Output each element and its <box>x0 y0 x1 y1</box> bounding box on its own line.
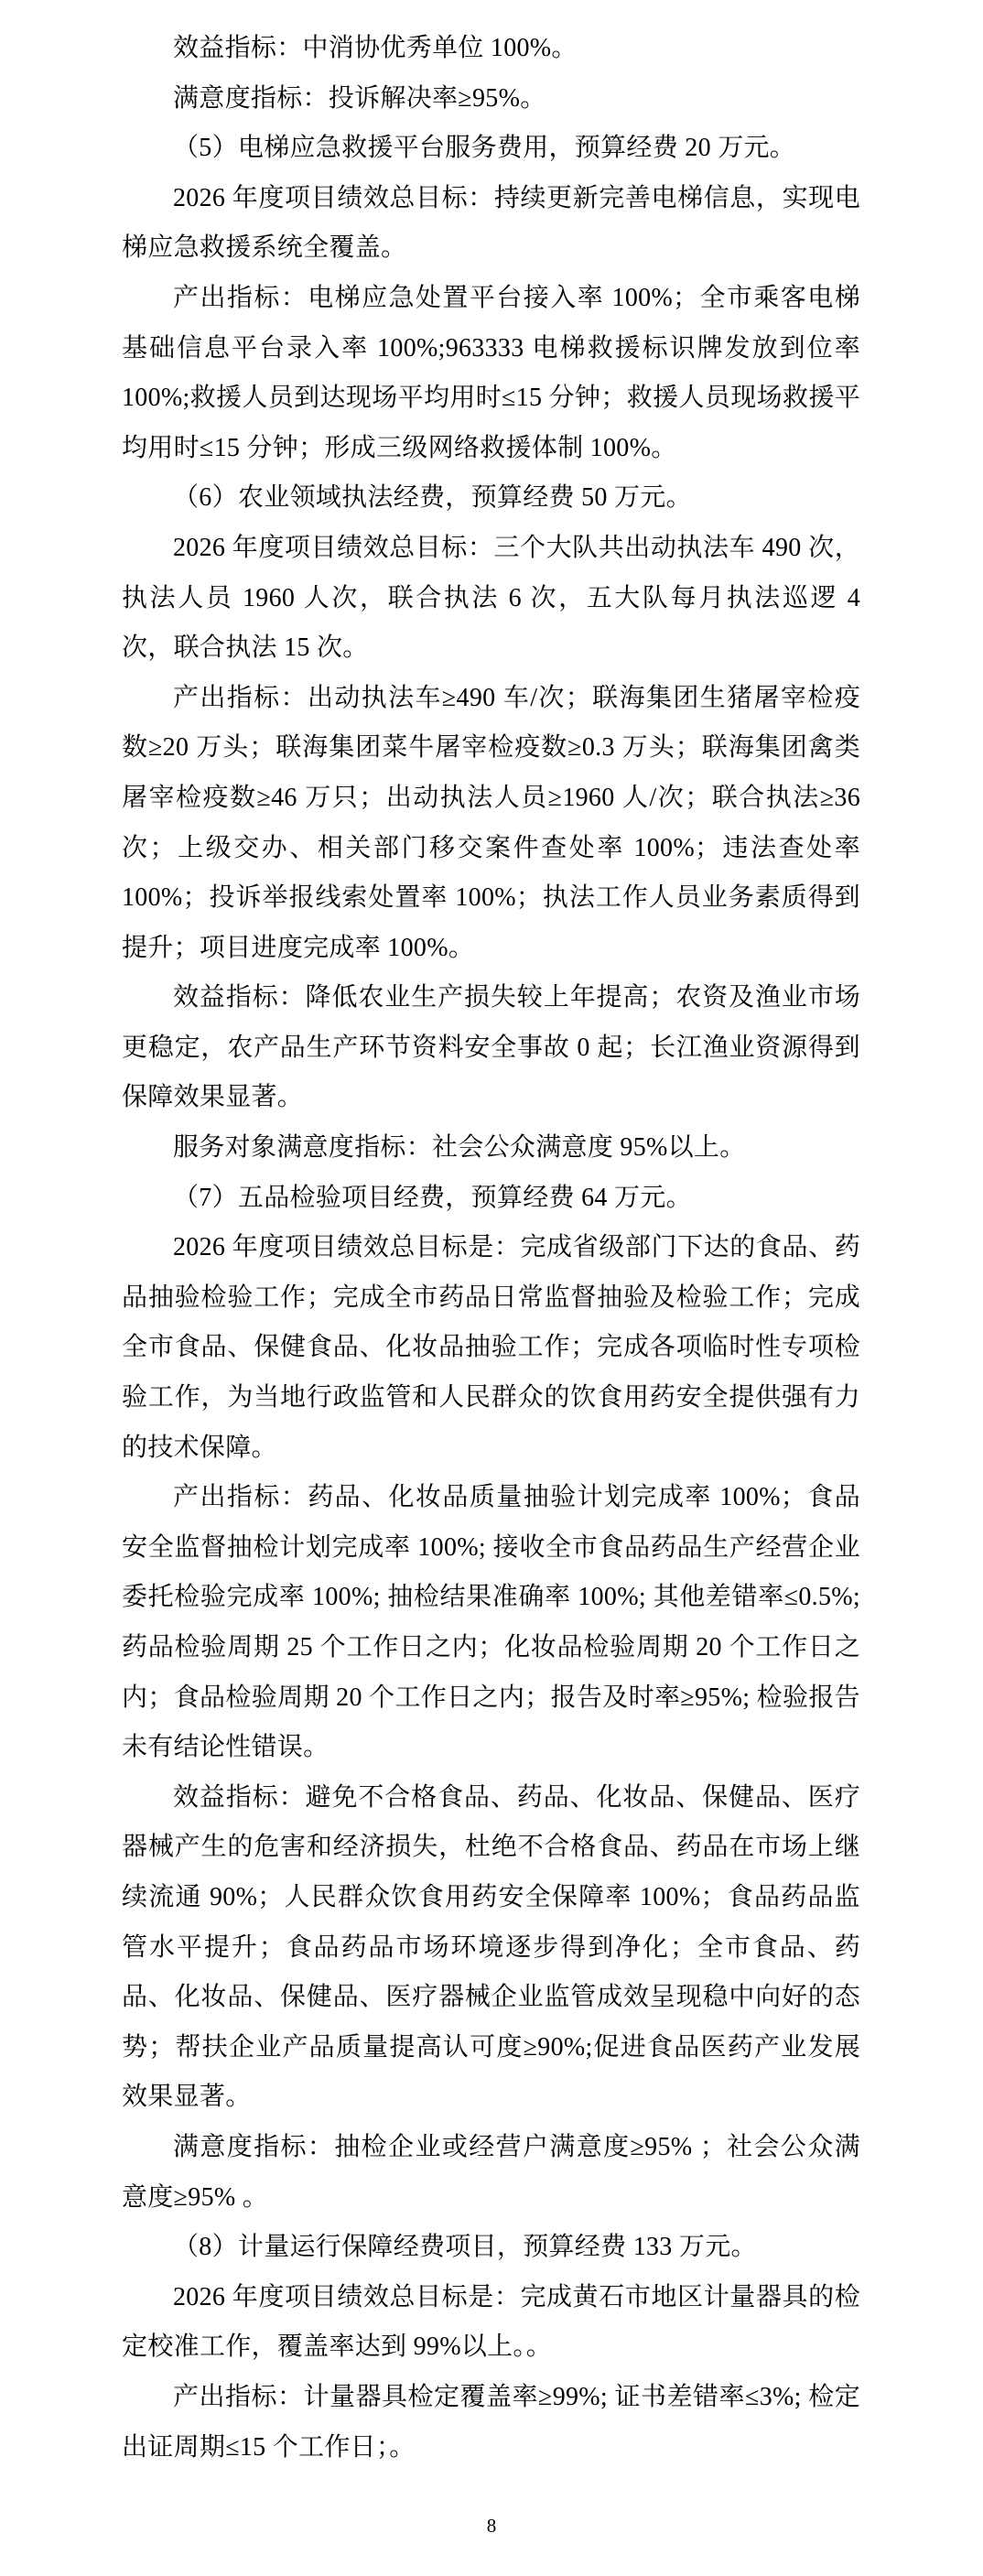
page-number: 8 <box>486 2515 497 2537</box>
paragraph-item8-goal: 2026 年度项目绩效总目标是：完成黄石市地区计量器具的检定校准工作，覆盖率达到 99%以上。。 <box>122 2282 860 2362</box>
paragraph-item7-satisfaction: 满意度指标：抽检企业或经营户满意度≥95% ；社会公众满意度≥95% 。 <box>122 2132 860 2212</box>
paragraph-item5-title: （5）电梯应急救援平台服务费用，预算经费 20 万元。 <box>173 134 796 163</box>
paragraph-effect-indicator: 效益指标：中消协优秀单位 100%。 <box>173 34 578 62</box>
paragraph-item6-benefit: 效益指标：降低农业生产损失较上年提高；农资及渔业市场更稳定，农产品生产环节资料安全事故 0 起；长江渔业资源得到保障效果显著。 <box>122 983 860 1112</box>
paragraph-item5-goal: 2026 年度项目绩效总目标：持续更新完善电梯信息，实现电梯应急救援系统全覆盖。 <box>122 183 860 263</box>
paragraph-item6-goal: 2026 年度项目绩效总目标：三个大队共出动执法车 490 次，执法人员 1960 人次，联合执法 6 次，五大队每月执法巡逻 4 次，联合执法 15 次。 <box>122 533 860 663</box>
paragraph-item6-title: （6）农业领域执法经费，预算经费 50 万元。 <box>173 483 692 513</box>
paragraph-item7-goal: 2026 年度项目绩效总目标是：完成省级部门下达的食品、药品抽验检验工作；完成全市药品日常监督抽验及检验工作；完成全市食品、保健食品、化妆品抽验工作；完成各项临时性专项检验工作，为当地行政监管和人民群众的饮食用药安全提供强有力的技术保障。 <box>122 1233 860 1462</box>
paragraph-item7-benefit: 效益指标：避免不合格食品、药品、化妆品、保健品、医疗器械产生的危害和经济损失，杜绝不合格食品、药品在市场上继续流通 90%；人民群众饮食用药安全保障率 100%；食品药品监管水平提升；食品药品市场环境逐步得到净化；全市食品、药品、化妆品、保健品、医疗器械企业监管成效呈现稳中向好的态势；帮扶企业产品质量提高认可度≥90%;促进食品医药产业发展效果显著。 <box>122 1782 860 2112</box>
paragraph-item5-output: 产出指标：电梯应急处置平台接入率 100%；全市乘客电梯基础信息平台录入率 100%;963333 电梯救援标识牌发放到位率 100%;救援人员到达现场平均用时≤15 分钟；救援人员现场救援平均用时≤15 分钟；形成三级网络救援体制 100%。 <box>122 283 860 462</box>
paragraph-item8-output: 产出指标：计量器具检定覆盖率≥99%; 证书差错率≤3%; 检定出证周期≤15 个工作日；。 <box>122 2382 860 2462</box>
paragraph-item7-title: （7）五品检验项目经费，预算经费 64 万元。 <box>173 1183 692 1212</box>
paragraph-item7-output: 产出指标：药品、化妆品质量抽验计划完成率 100%；食品安全监督抽检计划完成率 100%; 接收全市食品药品生产经营企业委托检验完成率 100%; 抽检结果准确率 100%; 其他差错率≤0.5%; 药品检验周期 25 个工作日之内；化妆品检验周期 20 个工作日之内；食品检验周期 20 个工作日之内；报告及时率≥95%; 检验报告未有结论性错误。 <box>122 1483 860 1762</box>
paragraph-item6-satisfaction: 服务对象满意度指标：社会公众满意度 95%以上。 <box>173 1133 746 1163</box>
paragraph-satisfaction-indicator: 满意度指标：投诉解决率≥95%。 <box>173 83 546 113</box>
document-body <box>122 24 860 2473</box>
paragraph-item8-title: （8）计量运行保障经费项目，预算经费 133 万元。 <box>173 2233 757 2262</box>
paragraph-item6-output: 产出指标：出动执法车≥490 车/次；联海集团生猪屠宰检疫数≥20 万头；联海集团菜牛屠宰检疫数≥0.3 万头；联海集团禽类屠宰检疫数≥46 万只；出动执法人员≥1960 人/次；联合执法≥36 次；上级交办、相关部门移交案件查处率 100%；违法查处率 100%；投诉举报线索处置率 100%；执法工作人员业务素质得到提升；项目进度完成率 100%。 <box>122 683 860 962</box>
